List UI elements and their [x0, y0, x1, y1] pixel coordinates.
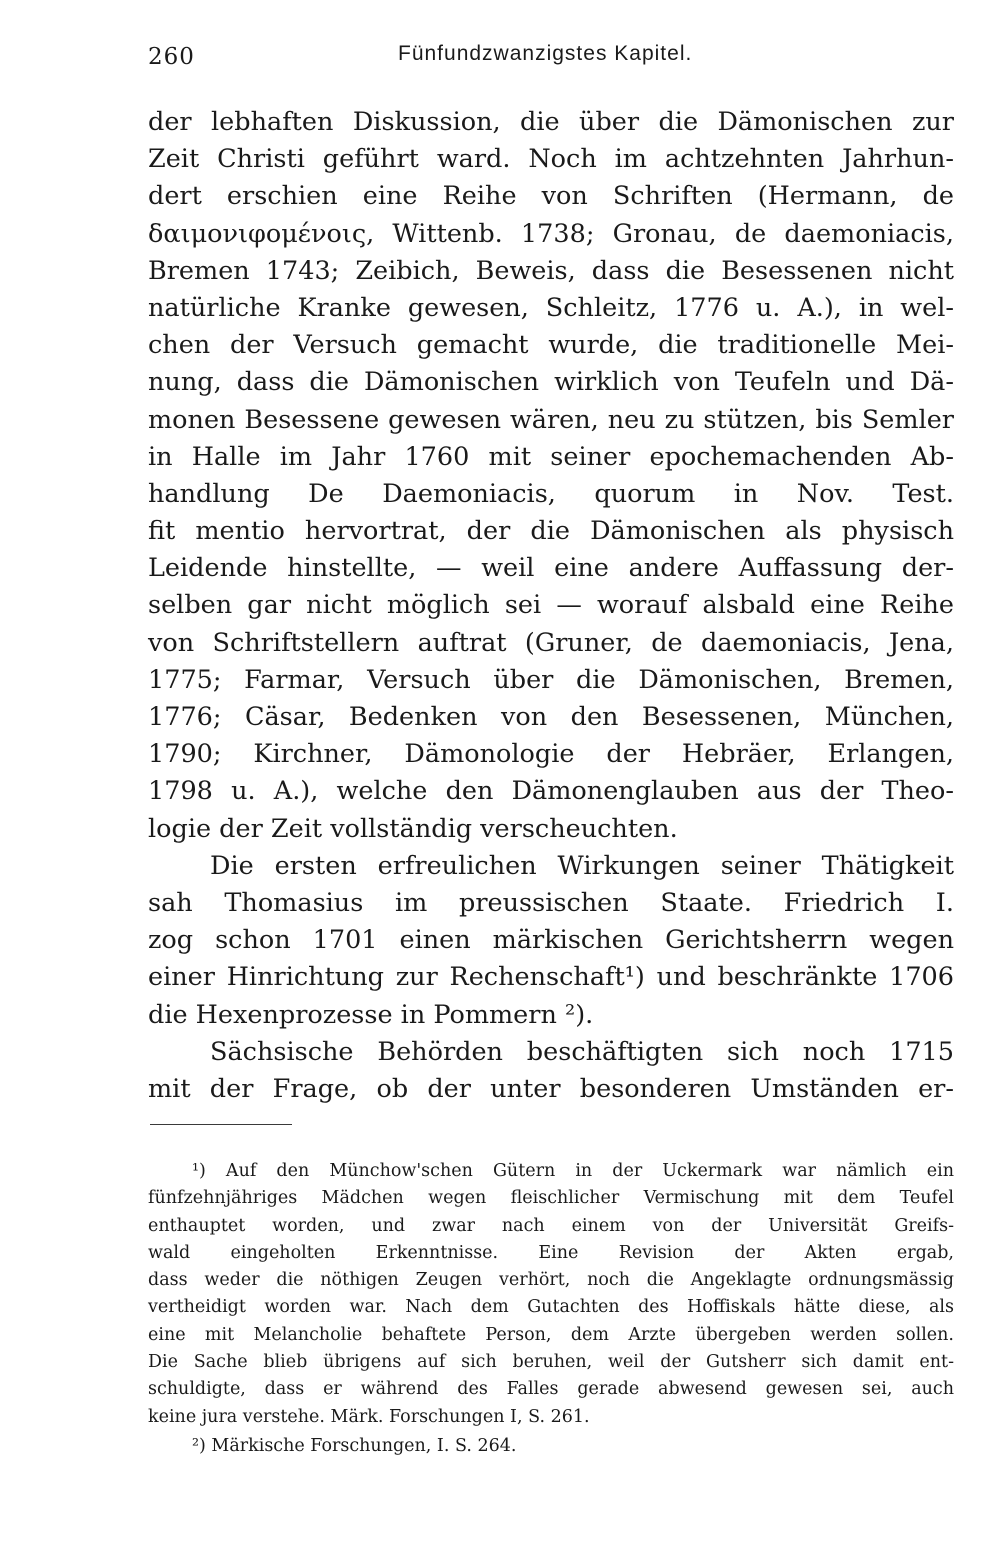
text-line: Bremen 1743; Zeibich, Beweis, dass die Besessenen nicht: [148, 255, 954, 286]
footnote-1-line: fünfzehnjähriges Mädchen wegen fleischlicher Vermischung mit dem Teufel: [148, 1188, 954, 1209]
footnote-1-line: wald eingeholten Erkenntnisse. Eine Revision der Akten ergab,: [148, 1242, 954, 1263]
text-line: natürliche Kranke gewesen, Schleitz, 1776 u. A.), in wel-: [148, 292, 954, 323]
text-line: 1790; Kirchner, Dämonologie der Hebräer, Erlangen,: [148, 739, 954, 770]
text-line: 1798 u. A.), welche den Dämonenglauben aus der Theo-: [148, 776, 954, 807]
text-line: zog schon 1701 einen märkischen Gerichtsherrn wegen: [148, 925, 954, 956]
text-line: sah Thomasius im preussischen Staate. Friedrich I.: [148, 887, 954, 918]
footnote-2-line: ²) Märkische Forschungen, I. S. 264.: [192, 1435, 517, 1456]
text-line: dert erschien eine Reihe von Schriften (Hermann, de: [148, 181, 954, 212]
chapter-title: Fünfundzwanzigstes Kapitel.: [398, 42, 693, 65]
footnote-rule: [150, 1124, 292, 1125]
footnote-1-line: enthauptet worden, und zwar nach einem von der Universität Greifs-: [148, 1215, 954, 1236]
text-line: 1775; Farmar, Versuch über die Dämonischen, Bremen,: [148, 664, 954, 695]
text-line: mit der Frage, ob der unter besonderen Umständen er-: [148, 1073, 954, 1104]
text-line: der lebhaften Diskussion, die über die Dämonischen zur: [148, 107, 954, 137]
text-line-paragraph-end: logie der Zeit vollständig verscheuchten.: [148, 813, 678, 844]
text-line-paragraph-start: Die ersten erfreulichen Wirkungen seiner Thätigkeit: [210, 850, 954, 881]
text-line-paragraph-start: Sächsische Behörden beschäftigten sich noch 1715: [210, 1036, 954, 1067]
footnote-1-line: vertheidigt worden war. Nach dem Gutachten des Hoffiskals hätte diese, als: [148, 1297, 954, 1318]
text-line: δαιμονιφομένοις, Wittenb. 1738; Gronau, de daemoniacis,: [148, 218, 954, 249]
text-line: 1776; Cäsar, Bedenken von den Besessenen, München,: [148, 702, 954, 732]
text-line: monen Besessene gewesen wären, neu zu stützen, bis Semler: [148, 404, 954, 435]
text-line: fit mentio hervortrat, der die Dämonischen als physisch: [148, 516, 954, 547]
footnote-1-line: Die Sache blieb übrigens auf sich beruhen, weil der Gutsherr sich damit ent-: [148, 1352, 954, 1373]
footnote-1-line: eine mit Melancholie behaftete Person, dem Arzte übergeben werden sollen.: [148, 1324, 954, 1345]
footnote-1-line: ¹) Auf den Münchow'schen Gütern in der Uckermark war nämlich ein: [192, 1161, 954, 1181]
running-head: [148, 40, 954, 74]
text-line: von Schriftstellern auftrat (Gruner, de daemoniacis, Jena,: [148, 627, 954, 658]
text-line: in Halle im Jahr 1760 mit seiner epochemachenden Ab-: [148, 441, 954, 472]
footnote-1-line: schuldigte, dass er während des Falles gerade abwesend gewesen sei, auch: [148, 1379, 954, 1400]
footnotes: [148, 1158, 954, 1460]
page-number: 260: [148, 44, 195, 70]
footnote-1-line: dass weder die nöthigen Zeugen verhört, noch die Angeklagte ordnungsmässig: [148, 1270, 954, 1291]
text-line: chen der Versuch gemacht wurde, die traditionelle Mei-: [148, 330, 954, 361]
footnote-1-line: keine jura verstehe. Märk. Forschungen I, S. 261.: [148, 1406, 590, 1427]
text-line: Leidende hinstellte, — weil eine andere Auffassung der-: [148, 553, 954, 584]
text-line-paragraph-end: die Hexenprozesse in Pommern ²).: [148, 999, 594, 1030]
body-text: [148, 104, 954, 1108]
text-line: Zeit Christi geführt ward. Noch im achtzehnten Jahrhun-: [148, 144, 954, 175]
text-line: selben gar nicht möglich sei — worauf alsbald eine Reihe: [148, 590, 954, 621]
text-line: handlung De Daemoniacis, quorum in Nov. Test.: [148, 478, 954, 509]
text-line: nung, dass die Dämonischen wirklich von Teufeln und Dä-: [148, 367, 954, 398]
text-line: einer Hinrichtung zur Rechenschaft¹) und beschränkte 1706: [148, 962, 954, 993]
